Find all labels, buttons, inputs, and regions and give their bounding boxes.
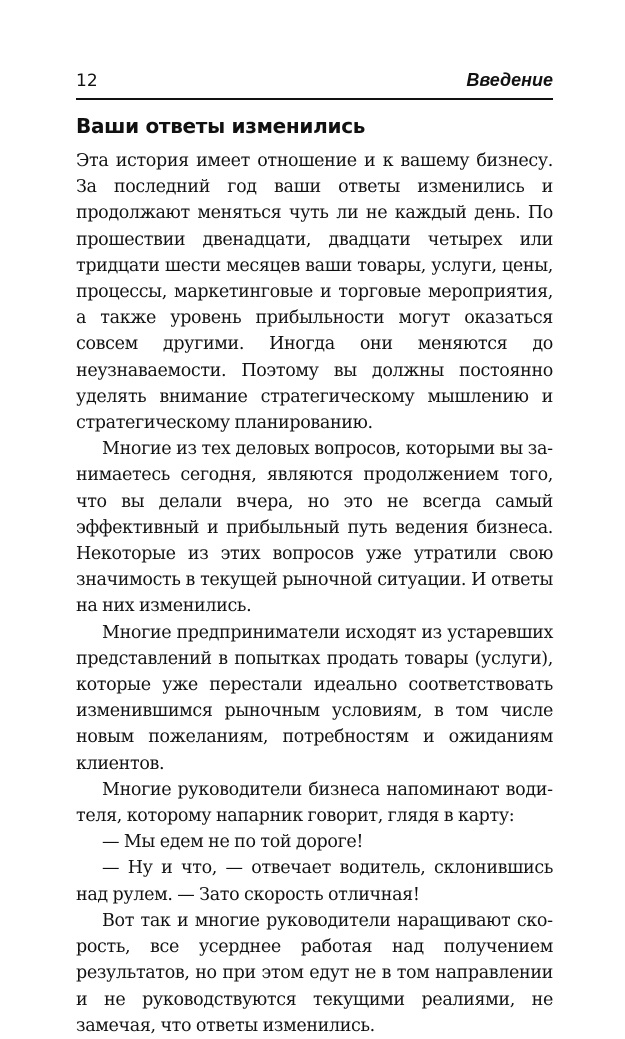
header-rule	[76, 98, 553, 100]
dialogue-line: — Ну и что, — отвечает водитель, склонившись над рулем. — Зато скорость отличная!	[76, 858, 553, 905]
paragraph: Многие предприниматели исходят из устаревших представлений в попытках продать товары (услуги), которые уже перестали идеально соответствовать изменившимся рыночным условиям, в том числе новым пожеланиям, потребностям и ожиданиям клиентов.	[76, 622, 553, 774]
page-number: 12	[76, 71, 98, 91]
section-heading: Ваши ответы изменились	[76, 114, 366, 138]
paragraph: Вот так и многие руководители наращивают скорость, все усерднее работая над получением результатов, но при этом едут не в том направлении и не руководствуются текущими реалиями, не замечая, что ответы изменились.	[76, 910, 553, 1036]
dialogue-line: — Мы едем не по той дороге!	[102, 832, 364, 853]
paragraph: Многие руководители бизнеса напоминают водителя, которому напарник говорит, глядя в карту:	[76, 779, 553, 827]
body-text	[76, 148, 553, 1039]
section-name: Введение	[466, 70, 553, 90]
running-header	[76, 60, 553, 94]
book-page	[76, 60, 553, 1039]
paragraph: Эта история имеет отношение и к вашему бизнесу. За последний год ваши ответы изменились и продолжают меняться чуть ли не каждый день. По прошествии двенадцати, двадцати четырех или тридцати шести месяцев ваши товары, услуги, цены, процессы, маркетинговые и торговые мероприятия, а также уровень прибыльности могут оказаться совсем другими. Иногда они меняются до неузнаваемости. Поэтому вы должны постоянно уделять внимание стратегическому мышлению и стратегическому планированию.	[76, 151, 553, 434]
paragraph: Многие из тех деловых вопросов, которыми вы занимаетесь сегодня, являются продолжением того, что вы делали вчера, но это не всегда самый эффективный и прибыльный путь ведения бизнеса. Некоторые из этих вопросов уже утратили свою значимость в текущей рыночной ситуации. И ответы на них изменились.	[76, 439, 553, 617]
